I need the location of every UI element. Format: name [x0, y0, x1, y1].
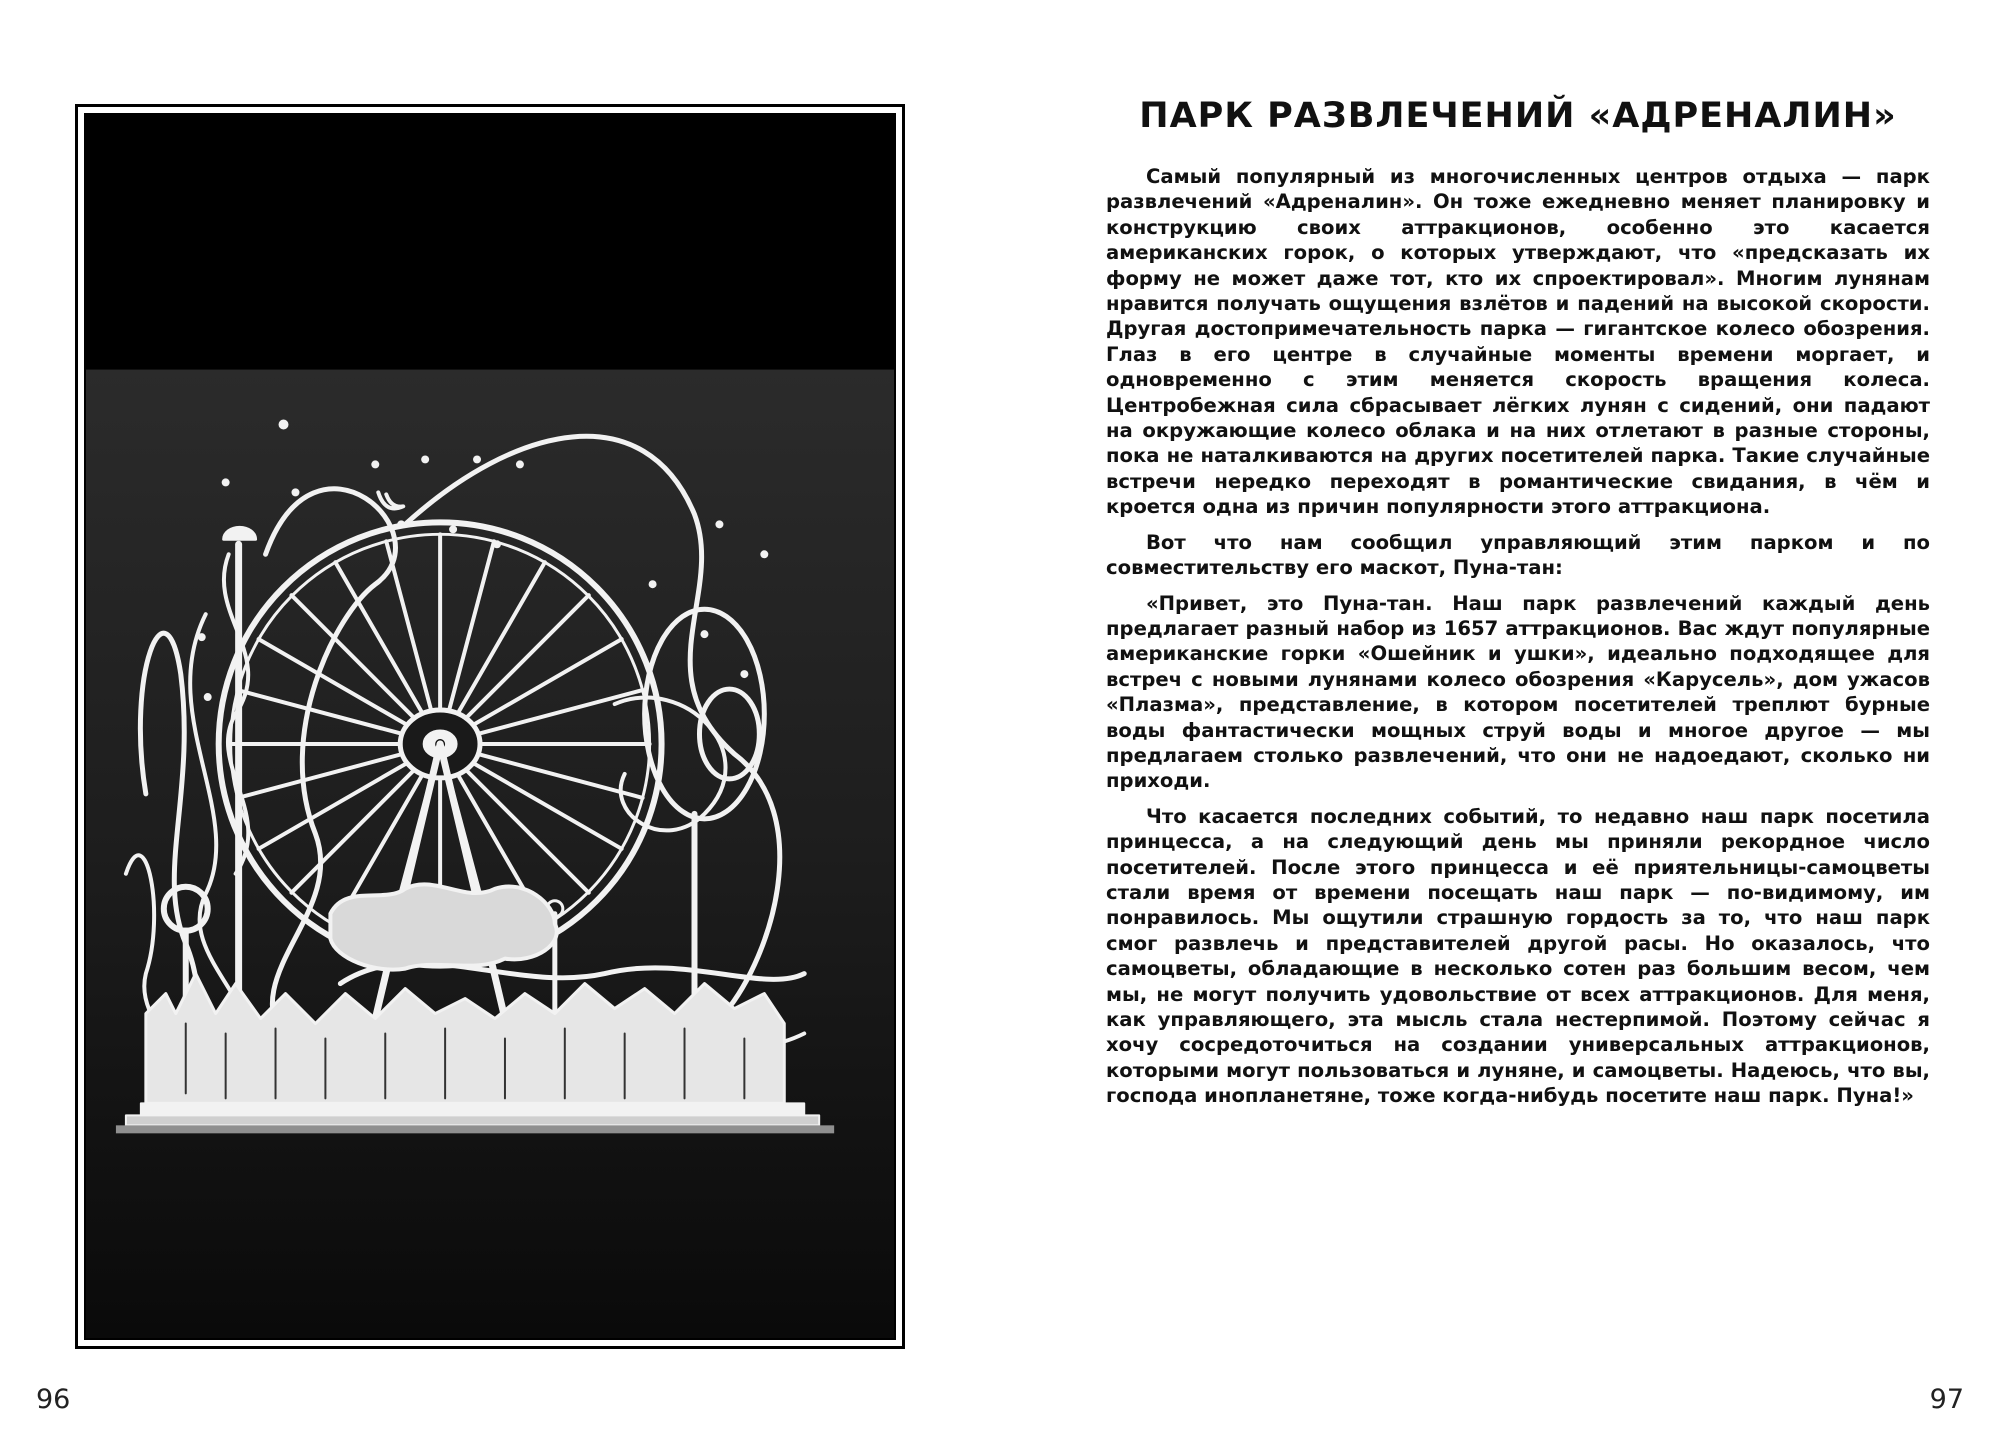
article-paragraph: Самый популярный из многочисленных центров отдыха — парк развлечений «Адреналин». Он тоже ежедневно меняет планировку и конструкцию своих аттракционов, особенно это касается американских горок, о которых утверждают, что «предсказать их форму не может даже тот, кто их спроектировал». Многим лунянам нравится получать ощущения взлётов и падений на высокой скорости. Другая достопримечательность парка — гигантское колесо обозрения. Глаз в его центре в случайные моменты времени моргает, и одновременно с этим меняется скорость вращения колеса. Центробежная сила сбрасывает лёгких лунян с сидений, они падают на окружающие колесо облака и на них отлетают в разные стороны, пока не наталкиваются на других посетителей парка. Такие случайные встречи нередко переходят в романтические свидания, в чём и кроется одна из причин популярности этого аттракциона. [1106, 165, 1930, 519]
article-paragraph: «Привет, это Пуна-тан. Наш парк развлечений каждый день предлагает разный набор из 1657 аттракционов. Вас ждут популярные американские горки «Ошейник и ушки», идеально подходящее для встреч с новыми лунянами колесо обозрения «Карусель», дом ужасов «Плазма», представление, в котором посетителей треплют бурные воды фантастически мощных струй воды и многое другое — мы предлагаем столько развлечений, что они не надоедают, сколько ни приходи. [1106, 591, 1930, 793]
page-number-left: 96 [36, 1384, 71, 1415]
article-paragraph: Вот что нам сообщил управляющий этим парком и по совместительству его маскот, Пуна-тан: [1106, 530, 1930, 580]
article-title: ПАРК РАЗВЛЕЧЕНИЙ «АДРЕНАЛИН» [1139, 96, 1897, 136]
illustration-panel [84, 113, 896, 1340]
illustration-frame [75, 104, 905, 1349]
page-number-right: 97 [1929, 1384, 1964, 1415]
article [1106, 96, 1930, 1119]
ferris-wheel-illustration [86, 115, 894, 1338]
article-paragraph: Что касается последних событий, то недавно наш парк посетила принцесса, а на следующий день мы приняли рекордное число посетителей. После этого принцесса и её приятельницы-самоцветы стали время от времени посещать наш парк — по-видимому, им понравилось. Мы ощутили страшную гордость за то, что наш парк смог развлечь и представителей другой расы. Но оказалось, что самоцветы, обладающие в несколько сотен раз большим весом, чем мы, не могут получить удовольствие от всех аттракционов. Для меня, как управляющего, эта мысль стала нестерпимой. Поэтому сейчас я хочу сосредоточиться на создании универсальных аттракционов, которыми могут пользоваться и луняне, и самоцветы. Надеюсь, что вы, господа инопланетяне, тоже когда-нибудь посетите наш парк. Пуна!» [1106, 804, 1930, 1108]
